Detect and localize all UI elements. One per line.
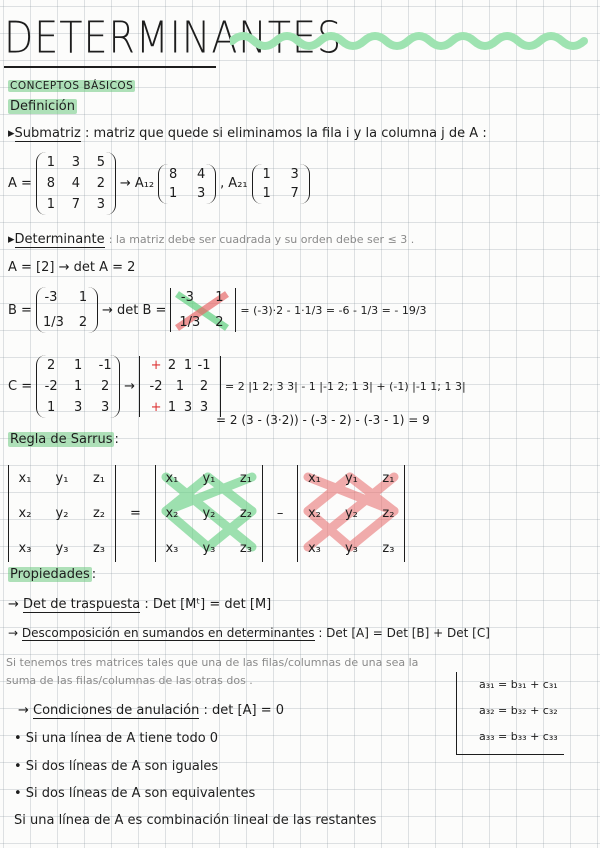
determinant-text: : la matriz debe ser cuadrada y su orden debe ser ≤ 3 .: [108, 233, 415, 246]
submatrix-label: Submatriz: [14, 126, 81, 141]
transpose-label: Det de traspuesta: [23, 597, 141, 612]
decomp-label: Descomposición en sumandos en determinantes: [21, 626, 315, 640]
matrix-A12-label: A₁₂: [134, 176, 155, 191]
title-wave-decoration: [230, 30, 590, 52]
properties-heading: Propiedades :: [10, 567, 97, 582]
null-bullet-1: • Si una línea de A tiene todo 0: [14, 731, 219, 746]
sarrus-matrix: x₁ y₁ z₁ x₂ y₂ z₂ x₃ y₃ z₃: [8, 465, 116, 562]
matrix-C: 2 1 -1 -2 1 2 1 3 3: [36, 355, 120, 418]
prop-transpose: → Det de traspuesta : Det [Mᵗ] = det [M]: [8, 597, 272, 612]
section-sarrus: Regla de Sarrus: [10, 432, 113, 447]
matrix-A21-label: A₂₁: [228, 176, 248, 191]
sarrus-heading: Regla de Sarrus :: [10, 432, 119, 447]
det-example-C: C = 2 1 -1 -2 1 2 1 3 3 → + 2 1 -1 -2 1 2 + 1 3 3 = 2 |1 2; 3 3| - 1 |-1 2; 1 3| + (-1) |-1 1; 1 3|: [8, 355, 466, 418]
null-label: Condiciones de anulación: [33, 703, 200, 718]
matrix-C-label: C =: [8, 379, 33, 394]
det-B-result: = (-3)·2 - 1·1/3 = -6 - 1/3 = - 19/3: [240, 303, 427, 317]
null-bullet-4: Si una línea de A es combinación lineal de las restantes: [14, 813, 377, 828]
determinant-line: ▸Determinante : la matriz debe ser cuadrada y su orden debe ser ≤ 3 .: [8, 232, 415, 247]
decomp-note: Si tenemos tres matrices tales que una de las filas/columnas de una sea la suma de las filas/columnas de las otras dos .: [6, 656, 419, 687]
sarrus-positive: x₁ y₁ z₁ x₂ y₂ z₂ x₃ y₃ z₃: [155, 465, 263, 562]
title-underline: [4, 66, 216, 68]
submatrix-example: A = 1 3 5 8 4 2 1 7 3 → A₁₂ 8 4 1 3 , A₂₁ 1 3 1 7: [8, 152, 310, 215]
null-bullet-3: • Si dos líneas de A son equivalentes: [14, 786, 256, 801]
matrix-A-label: A =: [8, 176, 32, 191]
det-C: + 2 1 -1 -2 1 2 + 1 3 3: [139, 356, 221, 417]
det-C-expansion: = 2 |1 2; 3 3| - 1 |-1 2; 1 3| + (-1) |-1 1; 1 3|: [225, 380, 466, 393]
submatrix-text: : matriz que quede si eliminamos la fila i y la columna j de A :: [84, 126, 487, 141]
det-B: -3 1 1/3 2: [170, 288, 236, 332]
page-title: DETERMINANTES: [4, 12, 343, 63]
decomp-formula: : Det [A] = Det [B] + Det [C]: [318, 626, 490, 640]
det-B-label: → det B =: [101, 302, 167, 318]
prop-decomposition: → Descomposición en sumandos en determinantes : Det [A] = Det [B] + Det [C]: [8, 626, 490, 640]
matrix-A12: 8 4 1 3: [158, 164, 216, 204]
section-properties: Propiedades: [10, 567, 90, 582]
section-basics: CONCEPTOS BÁSICOS: [10, 80, 134, 92]
sarrus-minus: –: [276, 506, 284, 521]
null-bullet-2: • Si dos líneas de A son iguales: [14, 759, 219, 774]
det-example-1: A = [2] → det A = 2: [8, 260, 136, 275]
submatrix-line: ▸Submatriz : matriz que quede si eliminamos la fila i y la columna j de A :: [8, 126, 487, 141]
null-formula: : det [A] = 0: [203, 703, 284, 718]
decomp-side-equations: a₃₁ = b₃₁ + c₃₁ a₃₂ = b₃₂ + c₃₂ a₃₃ = b₃₃ + c₃₃: [456, 672, 564, 755]
sarrus-negative: x₁ y₁ z₁ x₂ y₂ z₂ x₃ y₃ z₃: [297, 465, 405, 562]
determinant-label: Determinante: [14, 232, 105, 247]
det-example-B: [8, 287, 427, 333]
sarrus-rule: [8, 465, 405, 562]
det-C-result: = 2 (3 - (3·2)) - (-3 - 2) - (-3 - 1) = 9: [216, 413, 430, 427]
section-definition: Definición: [10, 99, 75, 114]
sarrus-equals: =: [130, 506, 141, 521]
prop-null-conditions: → Condiciones de anulación : det [A] = 0: [18, 703, 284, 718]
matrix-B: -3 1 1/3 2: [36, 287, 98, 333]
matrix-B-label: B =: [8, 302, 32, 318]
transpose-formula: : Det [Mᵗ] = det [M]: [144, 597, 272, 612]
matrix-A: 1 3 5 8 4 2 1 7 3: [36, 152, 116, 215]
matrix-A21: 1 3 1 7: [252, 164, 310, 204]
